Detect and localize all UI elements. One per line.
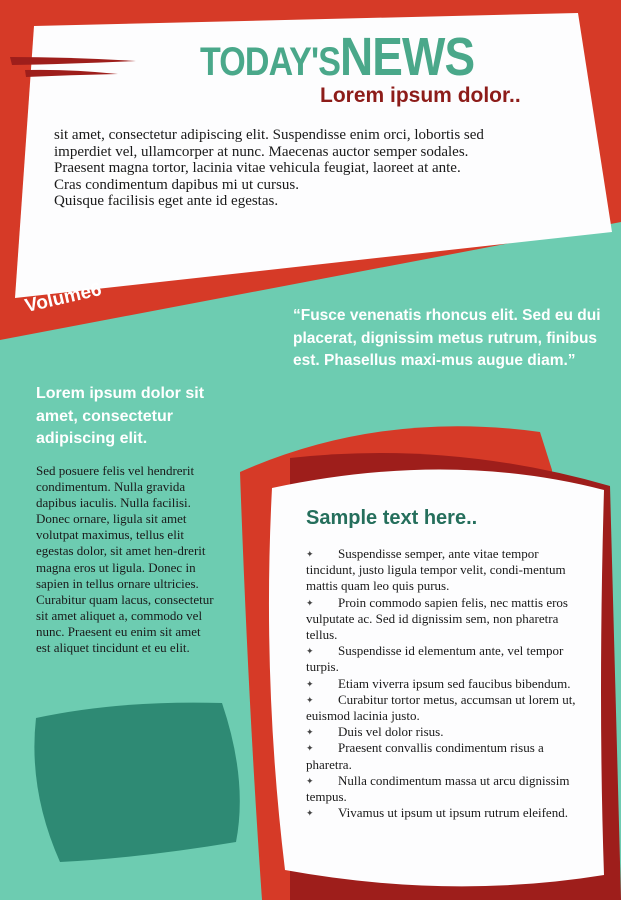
list-item-text: Vivamus ut ipsum ut ipsum rutrum eleifend. — [338, 805, 568, 821]
list-item — [306, 595, 578, 644]
diamond-bullet-icon: ✦ — [306, 727, 314, 738]
list-item-text: Proin commodo sapien felis, nec mattis eros vulputate ac. Sed id dignissim sem, non pharetra tellus. — [306, 594, 568, 643]
diamond-bullet-icon: ✦ — [306, 694, 314, 705]
diamond-bullet-icon: ✦ — [306, 808, 314, 819]
intro-line: Cras condimentum dapibus mi ut cursus. — [54, 176, 299, 193]
list-item-text: Curabitur tortor metus, accumsan ut lorem ut, euismod lacinia justo. — [306, 691, 576, 724]
list-item — [306, 805, 578, 821]
diamond-bullet-icon: ✦ — [306, 549, 314, 559]
list-item — [306, 546, 578, 595]
list-item-text: Suspendisse semper, ante vitae tempor tincidunt, justo ligula tempor velit, condi-mentum mattis quam leo quis purus. — [306, 546, 566, 594]
subtitle: Lorem ipsum dolor.. — [320, 84, 521, 107]
list-item-text: Etiam viverra ipsum sed faucibus bibendum. — [338, 675, 571, 691]
list-item — [306, 643, 578, 675]
list-item — [306, 773, 578, 805]
list-item — [306, 676, 578, 692]
list-item-text: Suspendisse id elementum ante, vel tempor turpis. — [306, 643, 564, 675]
diamond-bullet-icon: ✦ — [306, 678, 314, 689]
diamond-bullet-icon: ✦ — [306, 775, 314, 786]
intro-line: Praesent magna tortor, lacinia vitae vehicula feugiat, laoreet at ante. — [54, 160, 461, 176]
pull-quote: “Fusce venenatis rhoncus elit. Sed eu dui placerat, dignissim metus rutrum, finibus est. Phasellus maxi-mus augue diam.” — [293, 307, 601, 369]
list-item — [306, 740, 578, 772]
list-item-text: Praesent convallis condimentum risus a pharetra. — [306, 740, 544, 772]
card-heading: Sample text here.. — [306, 507, 478, 529]
intro-line: Quisque facilisis eget ante id egestas. — [54, 193, 279, 209]
title-todays: TODAY'S — [200, 40, 341, 84]
volume-label: Volume6 — [23, 279, 104, 318]
list-item — [306, 692, 578, 724]
intro-line: sit amet, consectetur adipiscing elit. Suspendisse enim orci, lobortis sed — [54, 127, 484, 143]
list-item — [306, 724, 578, 740]
diamond-bullet-icon: ✦ — [306, 743, 314, 754]
title-news: NEWS — [340, 27, 475, 87]
dark-teal-blob — [34, 703, 239, 862]
card-bullet-list — [306, 546, 578, 821]
list-item-text: Nulla condimentum massa ut arcu dignissim tempus. — [306, 772, 570, 805]
intro-line: imperdiet vel, ullamcorper at nunc. Maecenas auctor semper sodales. — [54, 143, 469, 160]
diamond-bullet-icon: ✦ — [306, 646, 314, 657]
page-title — [200, 26, 498, 88]
intro-paragraph — [54, 127, 574, 210]
left-column-heading: Lorem ipsum dolor sit amet, consectetur adipiscing elit. — [36, 385, 205, 447]
list-item-text: Duis vel dolor risus. — [338, 724, 444, 740]
diamond-bullet-icon: ✦ — [306, 597, 314, 608]
left-column-body: Sed posuere felis vel hendrerit condimentum. Nulla gravida dapibus iaculis. Nulla facilisi. Donec ornare, ligula sit amet volutpat maximus, tellus elit egestas dolor, sit amet hen-drerit magna eros ut ligula. Donec in sapien in tellus ornare ultricies. Curabitur quam lacus, consectetur sit amet aliquet a, commodo vel nunc. Praesent eu enim sit amet est aliquet tincidunt et eu elit. — [36, 463, 214, 656]
